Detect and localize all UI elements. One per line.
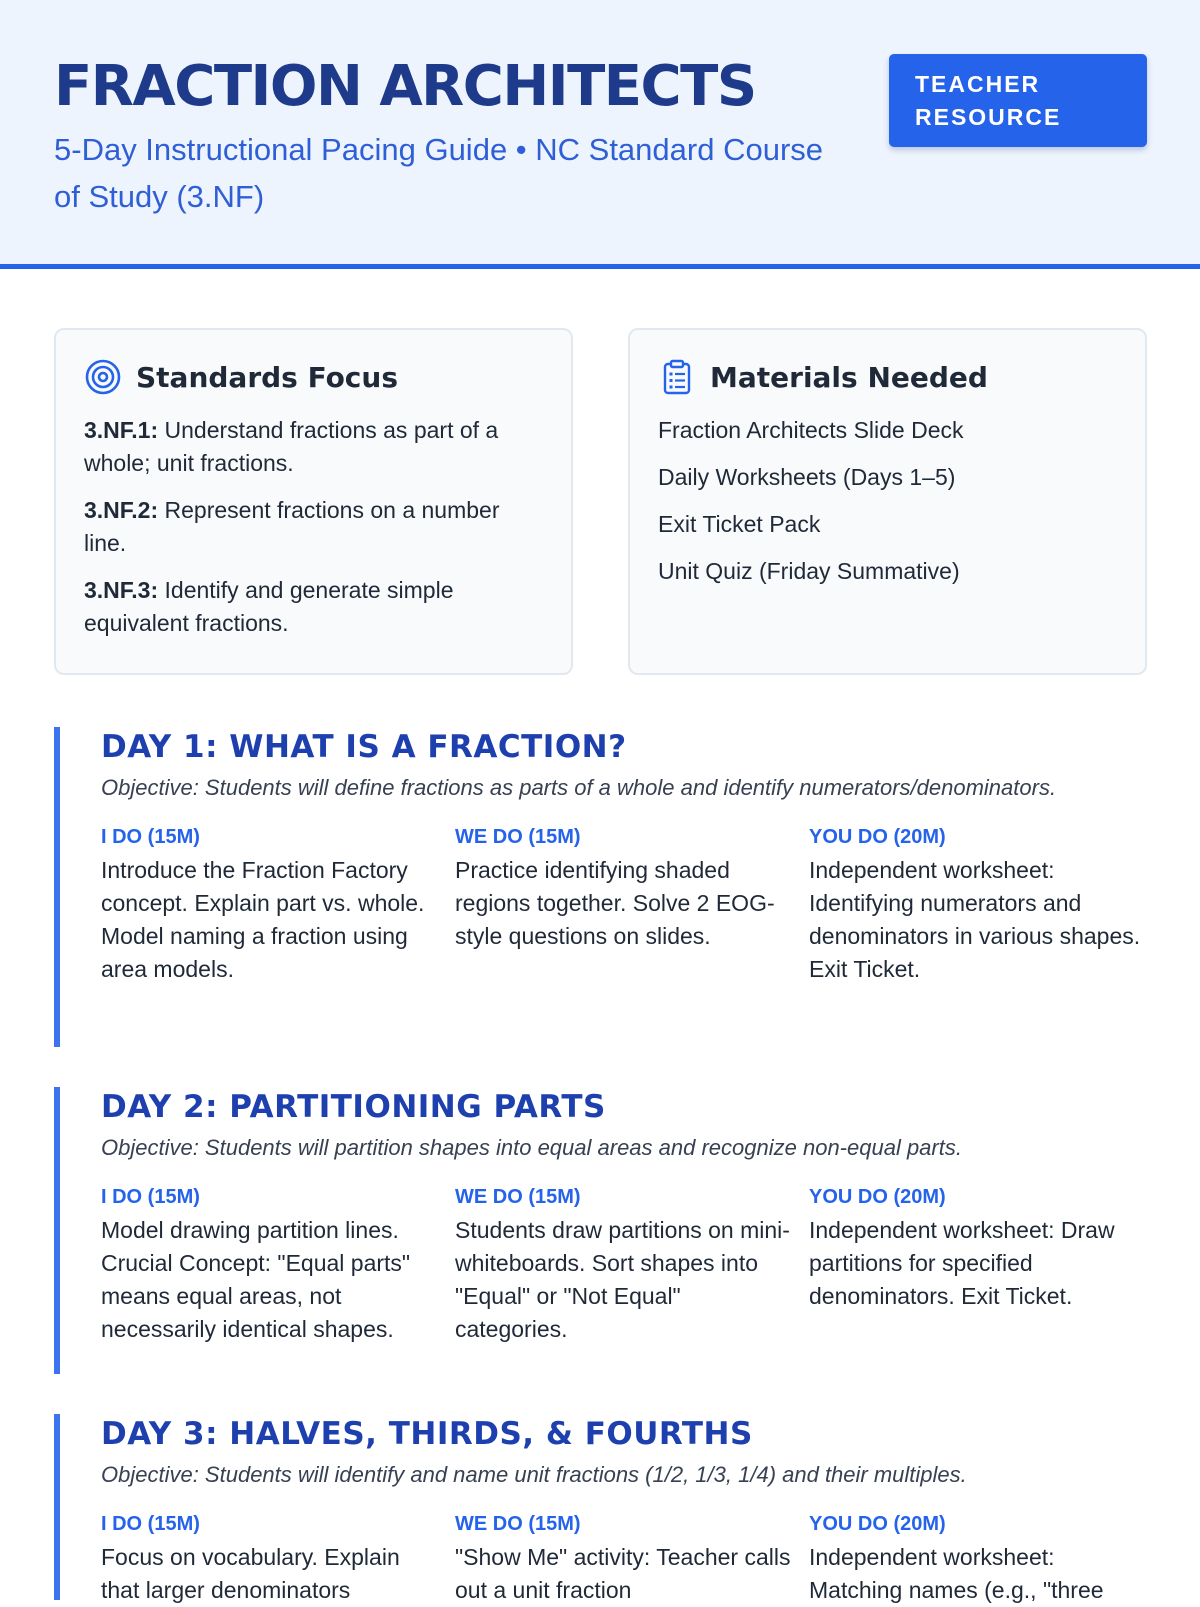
- teacher-resource-badge: [889, 54, 1147, 147]
- day-1-section: [54, 727, 1147, 1047]
- you-do-column: [809, 1511, 1147, 1607]
- you-do-text: Independent worksheet: Matching names (e.g., "three: [809, 1544, 1104, 1603]
- you-do-text: Independent worksheet: Draw partitions for specified denominators. Exit Ticket.: [809, 1217, 1115, 1309]
- you-do-text: Independent worksheet: Identifying numerators and denominators in various shapes. Exit Ticket.: [809, 857, 1141, 982]
- standard-text: Understand fractions as part of a whole; unit fractions.: [84, 417, 499, 476]
- material-item: Fraction Architects Slide Deck: [658, 417, 964, 443]
- we-do-label: WE DO (15M): [455, 826, 581, 848]
- day-activities: [101, 1511, 1147, 1607]
- page-title: FRACTION ARCHITECTS: [54, 54, 756, 119]
- we-do-column: [455, 1511, 793, 1607]
- page-subtitle: 5-Day Instructional Pacing Guide • NC Standard Course of Study (3.NF): [54, 132, 824, 214]
- badge-line-1: TEACHER: [915, 71, 1041, 97]
- day-activities: [101, 1184, 1147, 1346]
- materials-card-header: [658, 358, 1117, 396]
- i-do-label: I DO (15M): [101, 826, 200, 848]
- material-item: Unit Quiz (Friday Summative): [658, 558, 960, 584]
- standard-text: Represent fractions on a number line.: [84, 497, 500, 556]
- we-do-text: Practice identifying shaded regions together. Solve 2 EOG-style questions on slides.: [455, 857, 775, 949]
- i-do-label: I DO (15M): [101, 1513, 200, 1535]
- day-objective: Objective: Students will identify and name unit fractions (1/2, 1/3, 1/4) and their multiples.: [101, 1462, 967, 1487]
- standards-card: [54, 328, 573, 675]
- materials-card-title: Materials Needed: [710, 360, 988, 394]
- standard-code: 3.NF.2:: [84, 497, 159, 523]
- standard-text: Identify and generate simple equivalent fractions.: [84, 577, 454, 636]
- we-do-label: WE DO (15M): [455, 1186, 581, 1208]
- day-3-section: [54, 1414, 1147, 1603]
- day-title: DAY 2: PARTITIONING PARTS: [101, 1089, 606, 1125]
- standard-item: [84, 414, 543, 480]
- i-do-column: [101, 824, 439, 986]
- i-do-column: [101, 1184, 439, 1346]
- we-do-label: WE DO (15M): [455, 1513, 581, 1535]
- material-item: Daily Worksheets (Days 1–5): [658, 464, 956, 490]
- i-do-label: I DO (15M): [101, 1186, 200, 1208]
- i-do-text: Model drawing partition lines. Crucial Concept: "Equal parts" means equal areas, not necessarily identical shapes.: [101, 1217, 411, 1342]
- day-objective: Objective: Students will partition shapes into equal areas and recognize non-equal parts.: [101, 1135, 962, 1160]
- i-do-text: Introduce the Fraction Factory concept. Explain part vs. whole. Model naming a fraction using area models.: [101, 857, 425, 982]
- we-do-text: Students draw partitions on mini-whiteboards. Sort shapes into "Equal" or "Not Equal" categories.: [455, 1217, 790, 1342]
- materials-card: [628, 328, 1147, 675]
- standard-code: 3.NF.1:: [84, 417, 159, 443]
- target-icon: [84, 358, 122, 396]
- you-do-label: YOU DO (20M): [809, 826, 946, 848]
- you-do-label: YOU DO (20M): [809, 1513, 946, 1535]
- standard-code: 3.NF.3:: [84, 577, 159, 603]
- you-do-label: YOU DO (20M): [809, 1186, 946, 1208]
- we-do-column: [455, 1184, 793, 1346]
- you-do-column: [809, 824, 1147, 986]
- standard-item: [84, 494, 543, 560]
- i-do-text: Focus on vocabulary. Explain that larger denominators: [101, 1544, 400, 1603]
- you-do-column: [809, 1184, 1147, 1346]
- i-do-column: [101, 1511, 439, 1607]
- header: [0, 0, 1200, 269]
- standard-item: [84, 574, 543, 640]
- we-do-text: "Show Me" activity: Teacher calls out a unit fraction: [455, 1544, 791, 1603]
- day-2-section: [54, 1087, 1147, 1374]
- overview-cards: [54, 328, 1147, 675]
- day-activities: [101, 824, 1147, 986]
- badge-line-2: RESOURCE: [915, 104, 1062, 130]
- standards-card-title: Standards Focus: [136, 360, 399, 394]
- we-do-column: [455, 824, 793, 986]
- material-item: Exit Ticket Pack: [658, 511, 821, 537]
- day-objective: Objective: Students will define fractions as parts of a whole and identify numerators/denominators.: [101, 775, 1057, 800]
- day-title: DAY 1: WHAT IS A FRACTION?: [101, 729, 627, 765]
- standards-card-header: [84, 358, 543, 396]
- clipboard-icon: [658, 358, 696, 396]
- day-title: DAY 3: HALVES, THIRDS, & FOURTHS: [101, 1416, 753, 1452]
